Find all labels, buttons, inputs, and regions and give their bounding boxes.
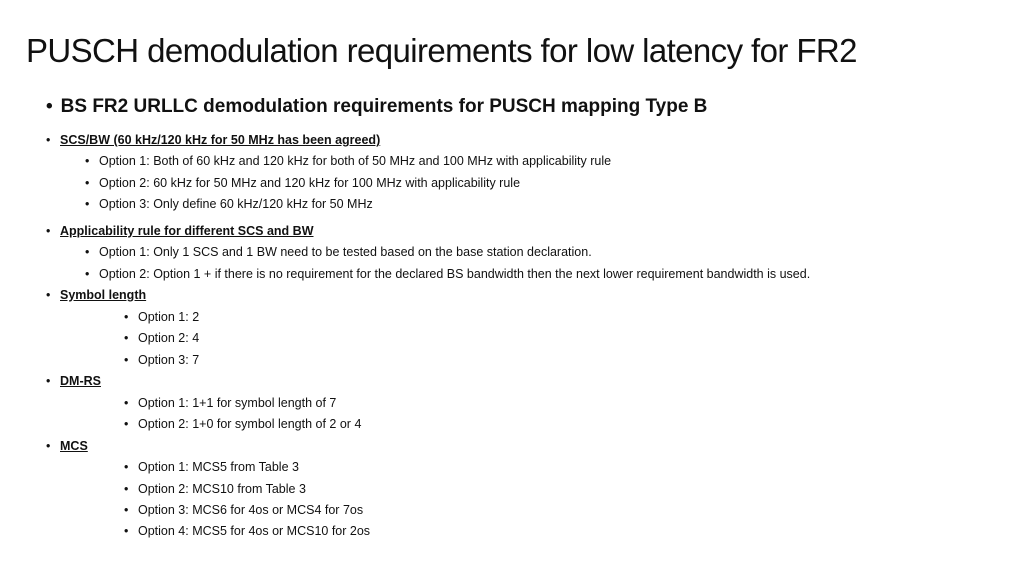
list-item-text: Option 2: MCS10 from Table 3 <box>138 482 306 496</box>
list-item <box>85 154 611 168</box>
bullet-icon: • <box>46 288 51 302</box>
list-item <box>124 482 306 496</box>
list-item-text: Option 1: 1+1 for symbol length of 7 <box>138 396 337 410</box>
list-item <box>85 267 810 281</box>
section-heading-symbol-length <box>46 288 146 302</box>
bullet-icon: • <box>46 439 51 453</box>
section-heading-label: DM-RS <box>60 374 101 388</box>
bullet-icon: • <box>124 310 129 324</box>
list-item <box>85 197 373 211</box>
list-item <box>124 524 370 538</box>
section-heading-label: SCS/BW (60 kHz/120 kHz for 50 MHz has been agreed) <box>60 133 381 147</box>
bullet-icon: • <box>85 154 90 168</box>
section-heading-mcs <box>46 439 88 453</box>
bullet-icon: • <box>46 133 51 147</box>
bullet-icon: • <box>124 460 129 474</box>
list-item-text: Option 3: Only define 60 kHz/120 kHz for 50 MHz <box>99 197 373 211</box>
bullet-icon: • <box>124 503 129 517</box>
bullet-icon: • <box>85 245 90 259</box>
list-item <box>124 503 363 517</box>
subtitle-text: BS FR2 URLLC demodulation requirements for PUSCH mapping Type B <box>60 96 708 117</box>
list-item-text: Option 2: 1+0 for symbol length of 2 or 4 <box>138 417 362 431</box>
list-item <box>124 396 336 410</box>
list-item-text: Option 1: Only 1 SCS and 1 BW need to be tested based on the base station declaration. <box>99 245 592 259</box>
list-item-text: Option 1: Both of 60 kHz and 120 kHz for both of 50 MHz and 100 MHz with applicability rule <box>99 154 612 168</box>
list-item-text: Option 2: 60 kHz for 50 MHz and 120 kHz for 100 MHz with applicability rule <box>99 176 521 190</box>
section-heading-dm-rs <box>46 374 101 388</box>
list-item <box>124 331 199 345</box>
bullet-icon: • <box>124 524 129 538</box>
list-item <box>124 460 299 474</box>
list-item <box>85 245 592 259</box>
list-item <box>85 176 520 190</box>
bullet-icon: • <box>85 197 90 211</box>
bullet-icon: • <box>46 374 51 388</box>
slide-subtitle <box>46 96 707 118</box>
section-heading-label: MCS <box>60 439 88 453</box>
list-item <box>124 310 199 324</box>
bullet-icon: • <box>124 417 129 431</box>
list-item-text: Option 1: MCS5 from Table 3 <box>138 460 299 474</box>
slide-title: PUSCH demodulation requirements for low latency for FR2 <box>26 32 857 69</box>
bullet-icon: • <box>46 96 53 117</box>
section-heading-label: Symbol length <box>60 288 147 302</box>
bullet-icon: • <box>85 267 90 281</box>
bullet-icon: • <box>124 482 129 496</box>
list-item <box>124 417 361 431</box>
bullet-icon: • <box>124 331 129 345</box>
list-item-text: Option 4: MCS5 for 4os or MCS10 for 2os <box>138 524 371 538</box>
list-item-text: Option 2: Option 1 + if there is no requirement for the declared BS bandwidth then the next lower requirement bandwidth is used. <box>99 267 811 281</box>
bullet-icon: • <box>124 353 129 367</box>
bullet-icon: • <box>85 176 90 190</box>
list-item-text: Option 3: 7 <box>138 353 200 367</box>
list-item-text: Option 1: 2 <box>138 310 200 324</box>
bullet-icon: • <box>124 396 129 410</box>
list-item-text: Option 2: 4 <box>138 331 200 345</box>
section-heading-applicability <box>46 224 314 238</box>
section-heading-scs-bw <box>46 133 380 147</box>
section-heading-label: Applicability rule for different SCS and BW <box>60 224 314 238</box>
bullet-icon: • <box>46 224 51 238</box>
list-item <box>124 353 199 367</box>
list-item-text: Option 3: MCS6 for 4os or MCS4 for 7os <box>138 503 364 517</box>
